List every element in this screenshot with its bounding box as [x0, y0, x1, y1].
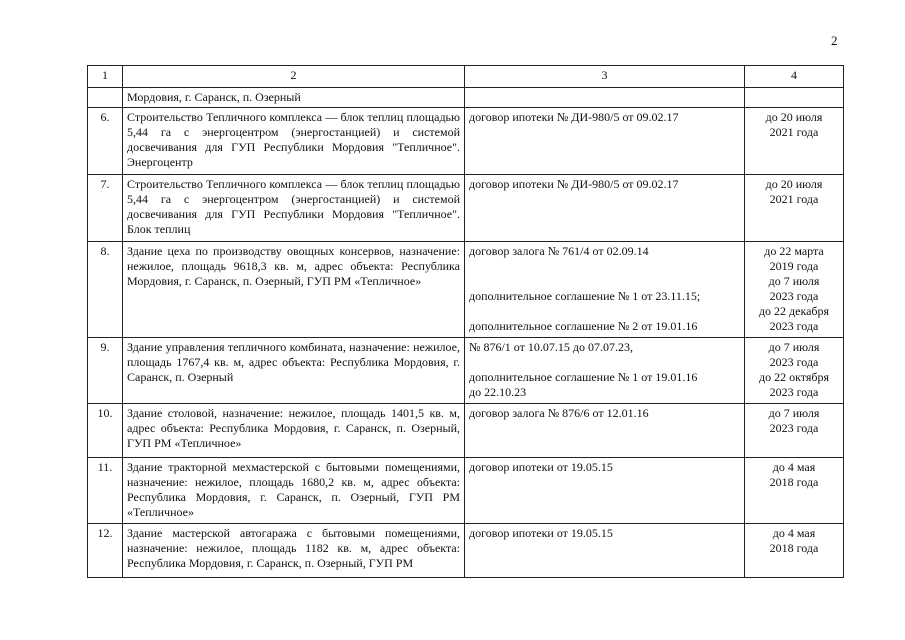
table-row [88, 175, 844, 242]
table-row [88, 108, 844, 175]
deadline-line: до 20 июля [765, 110, 823, 124]
deadline-line: 2023 года [769, 385, 819, 399]
row-number: 10. [88, 404, 123, 458]
row-docs [465, 338, 745, 404]
table-row [88, 242, 844, 338]
deadline-line: 2023 года [769, 289, 819, 303]
doc-line: договор ипотеки от 19.05.15 [469, 526, 613, 540]
page-number: 2 [831, 33, 838, 48]
row-deadline [745, 242, 844, 338]
header-col-3: 3 [465, 66, 745, 88]
row-deadline [745, 404, 844, 458]
header-col-4: 4 [745, 66, 844, 88]
row-deadline [745, 175, 844, 242]
row-number: 6. [88, 108, 123, 175]
deadline-line: до 22 октября [758, 370, 829, 384]
header-col-2: 2 [123, 66, 465, 88]
deadline-line: 2018 года [769, 475, 819, 489]
deadline-line: 2021 года [769, 192, 819, 206]
doc-line: до 22.10.23 [469, 385, 527, 399]
doc-line: договор ипотеки от 19.05.15 [469, 460, 613, 474]
table-row [88, 458, 844, 524]
row-docs [465, 458, 745, 524]
row-docs [465, 108, 745, 175]
deadline-line: до 22 марта [764, 244, 824, 258]
doc-line: дополнительное соглашение № 2 от 19.01.16 [469, 319, 698, 333]
doc-line: договор залога № 876/6 от 12.01.16 [469, 406, 649, 420]
header-row [88, 66, 844, 88]
row-description: Здание мастерской автогаража с бытовыми помещениями, назначение: нежилое, площадь 1182 кв. м, адрес объекта: Республика Мордовия, г. Саранск, п. Озерный, ГУП РМ [123, 524, 465, 578]
row-number: 7. [88, 175, 123, 242]
row-docs [465, 242, 745, 338]
header-col-1: 1 [88, 66, 123, 88]
table-row [88, 524, 844, 578]
doc-line: договор ипотеки № ДИ-980/5 от 09.02.17 [469, 177, 679, 191]
row-description: Строительство Тепличного комплекса — блок теплиц площадью 5,44 га с энергоцентром (энергостанцией) и системой досвечивания для ГУП Республики Мордовия "Тепличное". Блок теплиц [123, 175, 465, 242]
deadline-line: до 4 мая [772, 460, 816, 474]
deadline-line: 2018 года [769, 541, 819, 555]
row-description: Здание тракторной мехмастерской с бытовыми помещениями, назначение: нежилое, площадь 1680,2 кв. м, адрес объекта: Республика Мордовия, г. Саранск, п. Озерный, ГУП РМ «Тепличное» [123, 458, 465, 524]
doc-line: дополнительное соглашение № 1 от 23.11.15; [469, 289, 701, 303]
doc-line: № 876/1 от 10.07.15 до 07.07.23, [469, 340, 633, 354]
row-number: 12. [88, 524, 123, 578]
deadline-line: 2023 года [769, 421, 819, 435]
deadline-line: 2023 года [769, 355, 819, 369]
row-description: Строительство Тепличного комплекса — блок теплиц площадью 5,44 га с энергоцентром (энергостанцией) и системой досвечивания для ГУП Республики Мордовия "Тепличное". Энергоцентр [123, 108, 465, 175]
row-number: 8. [88, 242, 123, 338]
deadline-line: до 4 мая [772, 526, 816, 540]
doc-line: договор ипотеки № ДИ-980/5 от 09.02.17 [469, 110, 679, 124]
deadline-line: до 22 декабря [758, 304, 830, 318]
row-description: Здание управления тепличного комбината, назначение: нежилое, площадь 1767,4 кв. м, адрес объекта: Республика Мордовия, г. Саранск, п. Озерный [123, 338, 465, 404]
deadline-line: до 7 июля [768, 340, 820, 354]
row-deadline [745, 458, 844, 524]
row-docs [465, 88, 745, 108]
deadline-line: 2021 года [769, 125, 819, 139]
continuation-row [88, 88, 844, 108]
row-description: Мордовия, г. Саранск, п. Озерный [123, 88, 465, 108]
doc-line: договор залога № 761/4 от 02.09.14 [469, 244, 649, 258]
row-number: 11. [88, 458, 123, 524]
deadline-line: до 7 июля [768, 274, 820, 288]
row-num-cell [88, 88, 123, 108]
deadline-line: 2023 года [769, 319, 819, 333]
row-docs [465, 175, 745, 242]
row-docs [465, 524, 745, 578]
document-table [87, 65, 844, 578]
row-deadline [745, 524, 844, 578]
deadline-line: до 20 июля [765, 177, 823, 191]
deadline-line: до 7 июля [768, 406, 820, 420]
doc-line: дополнительное соглашение № 1 от 19.01.16 [469, 370, 698, 384]
row-description: Здание цеха по производству овощных консервов, назначение: нежилое, площадь 9618,3 кв. м, адрес объекта: Республика Мордовия, г. Саранск, п. Озерный, ГУП РМ «Тепличное» [123, 242, 465, 338]
row-number: 9. [88, 338, 123, 404]
row-deadline [745, 88, 844, 108]
deadline-line: 2019 года [769, 259, 819, 273]
row-docs [465, 404, 745, 458]
row-description: Здание столовой, назначение: нежилое, площадь 1401,5 кв. м, адрес объекта: Республика Мордовия, г. Саранск, п. Озерный, ГУП РМ «Тепличное» [123, 404, 465, 458]
table-row [88, 338, 844, 404]
row-deadline [745, 108, 844, 175]
row-deadline [745, 338, 844, 404]
table-row [88, 404, 844, 458]
